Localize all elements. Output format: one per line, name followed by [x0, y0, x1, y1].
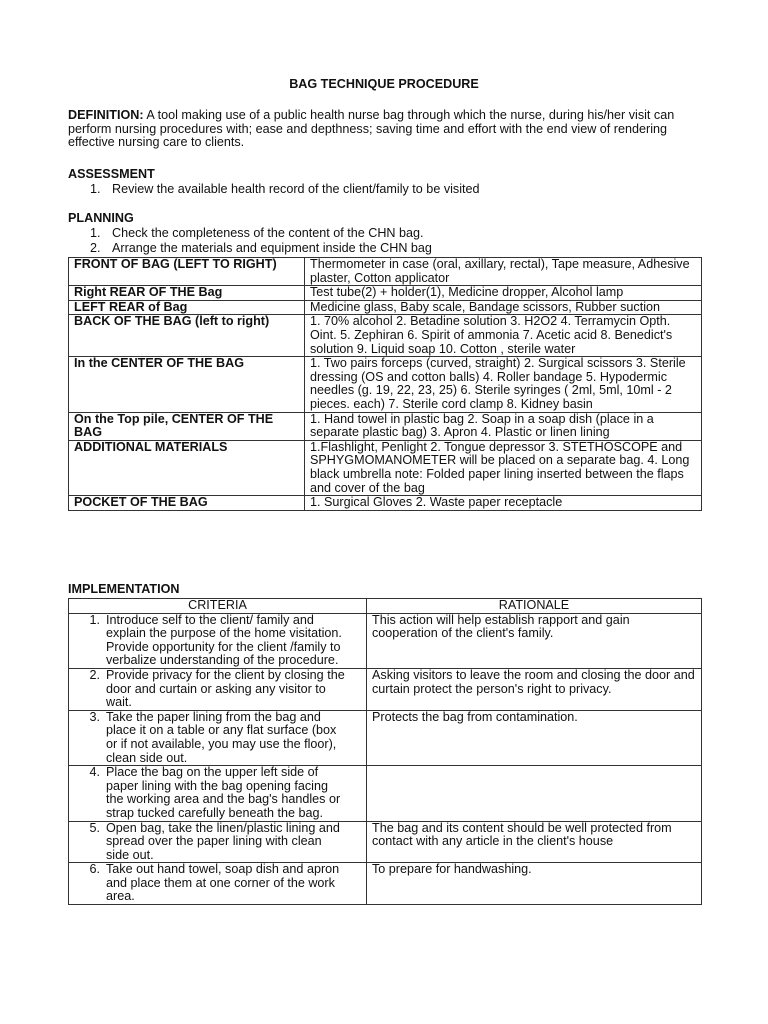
criteria-number: 1.: [89, 612, 100, 627]
bag-contents-cell: 1.Flashlight, Penlight 2. Tongue depressor 3. STETHOSCOPE and SPHYGMOMANOMETER will be placed on a separate bag. 4. Long black umbrella note: Folded paper lining inserted between the flaps and cover of the bag: [305, 440, 702, 495]
table-row: [69, 258, 702, 286]
table-row: [69, 286, 702, 301]
table-row: [69, 668, 702, 710]
bag-contents-cell: Thermometer in case (oral, axillary, rectal), Tape measure, Adhesive plaster, Cotton applicator: [305, 258, 702, 286]
bag-location-cell: LEFT REAR of Bag: [69, 300, 305, 315]
bag-contents-cell: 1. Hand towel in plastic bag 2. Soap in a soap dish (place in a separate plastic bag) 3. Apron 4. Plastic or linen lining: [305, 412, 702, 440]
list-item: [90, 183, 700, 197]
criteria-cell: [69, 613, 367, 668]
criteria-number: 3.: [89, 709, 100, 724]
bag-location-cell: In the CENTER OF THE BAG: [69, 357, 305, 412]
rationale-cell: This action will help establish rapport and gain cooperation of the client's family.: [367, 613, 702, 668]
rationale-cell: Protects the bag from contamination.: [367, 710, 702, 765]
list-item-text: Review the available health record of the client/family to be visited: [112, 182, 480, 196]
criteria-text: Take the paper lining from the bag and place it on a table or any flat surface (box or if not available, you may use the floor), clean side out.: [106, 709, 337, 765]
table-row: [69, 496, 702, 511]
table-row: [69, 613, 702, 668]
table-row: [69, 821, 702, 863]
table-row: [69, 300, 702, 315]
criteria-text: Provide privacy for the client by closing the door and curtain or asking any visitor to wait.: [106, 667, 345, 710]
planning-heading: PLANNING: [68, 211, 134, 225]
criteria-text: Introduce self to the client/ family and explain the purpose of the home visitation. Provide opportunity for the client /family to verbalize understanding of the procedure.: [106, 612, 342, 668]
table-row: [69, 412, 702, 440]
rationale-cell: Asking visitors to leave the room and closing the door and curtain protect the person's right to privacy.: [367, 668, 702, 710]
criteria-cell: [69, 821, 367, 863]
criteria-cell: [69, 710, 367, 765]
bag-contents-cell: 1. 70% alcohol 2. Betadine solution 3. H2O2 4. Terramycin Opth. Oint. 5. Zephiran 6. Spirit of ammonia 7. Acetic acid 8. Benedict's solution 9. Liquid soap 10. Cotton , sterile water: [305, 315, 702, 357]
bag-location-cell: ADDITIONAL MATERIALS: [69, 440, 305, 495]
list-item: [90, 242, 700, 256]
table-row: [69, 710, 702, 765]
rationale-cell: [367, 766, 702, 821]
bag-contents-cell: 1. Two pairs forceps (curved, straight) 2. Surgical scissors 3. Sterile dressing (OS and cotton balls) 4. Roller bandage 5. Hypodermic needles (g. 19, 22, 23, 25) 6. Sterile syringes ( 2ml, 5ml, 10ml - 2 pieces. each) 7. Sterile cord clamp 8. Kidney basin: [305, 357, 702, 412]
rationale-column-header: RATIONALE: [367, 599, 702, 614]
rationale-cell: The bag and its content should be well protected from contact with any article in the client's house: [367, 821, 702, 863]
list-item-number: 2.: [90, 240, 101, 255]
rationale-cell: To prepare for handwashing.: [367, 863, 702, 905]
list-item-text: Check the completeness of the content of the CHN bag.: [112, 226, 424, 240]
criteria-text: Take out hand towel, soap dish and apron and place them at one corner of the work area.: [106, 862, 340, 904]
list-item-number: 1.: [90, 226, 101, 240]
definition-text: A tool making use of a public health nurse bag through which the nurse, during his/her visit can perform nursing procedures with; ease and depthness; saving time and effort with the end view of rendering effective nursing care to clients.: [68, 108, 675, 150]
table-header-row: [69, 599, 702, 614]
assessment-heading: ASSESSMENT: [68, 167, 155, 181]
implementation-table: [68, 598, 702, 905]
criteria-number: 4.: [89, 765, 100, 780]
bag-contents-cell: Test tube(2) + holder(1), Medicine dropper, Alcohol lamp: [305, 286, 702, 301]
table-row: [69, 766, 702, 821]
bag-location-cell: On the Top pile, CENTER OF THE BAG: [69, 412, 305, 440]
implementation-heading: IMPLEMENTATION: [68, 582, 180, 596]
criteria-text: Place the bag on the upper left side of paper lining with the bag opening facing the working area and the bag's handles or strap tucked carefully beneath the bag.: [106, 765, 341, 820]
bag-contents-cell: Medicine glass, Baby scale, Bandage scissors, Rubber suction: [305, 300, 702, 315]
bag-contents-cell: 1. Surgical Gloves 2. Waste paper receptacle: [305, 496, 702, 511]
bag-location-cell: POCKET OF THE BAG: [69, 496, 305, 511]
bag-location-cell: FRONT OF BAG (LEFT TO RIGHT): [69, 258, 305, 286]
list-item-text: Arrange the materials and equipment inside the CHN bag: [112, 240, 432, 255]
criteria-cell: [69, 668, 367, 710]
criteria-text: Open bag, take the linen/plastic lining and spread over the paper lining with clean side out.: [106, 820, 340, 862]
bag-contents-table: [68, 257, 702, 511]
bag-location-cell: BACK OF THE BAG (left to right): [69, 315, 305, 357]
criteria-number: 6.: [89, 862, 100, 877]
criteria-column-header: CRITERIA: [69, 599, 367, 614]
table-row: [69, 315, 702, 357]
assessment-list: [90, 183, 700, 197]
planning-list: [90, 227, 700, 255]
definition-paragraph: [68, 109, 708, 150]
definition-label: DEFINITION:: [68, 108, 144, 122]
bag-location-cell: Right REAR OF THE Bag: [69, 286, 305, 301]
criteria-number: 5.: [89, 820, 100, 835]
criteria-cell: [69, 863, 367, 905]
table-row: [69, 863, 702, 905]
document-title: BAG TECHNIQUE PROCEDURE: [289, 77, 479, 91]
list-item: [90, 227, 700, 241]
list-item-number: 1.: [90, 182, 101, 196]
table-row: [69, 440, 702, 495]
criteria-cell: [69, 766, 367, 821]
criteria-number: 2.: [89, 667, 100, 682]
table-row: [69, 357, 702, 412]
